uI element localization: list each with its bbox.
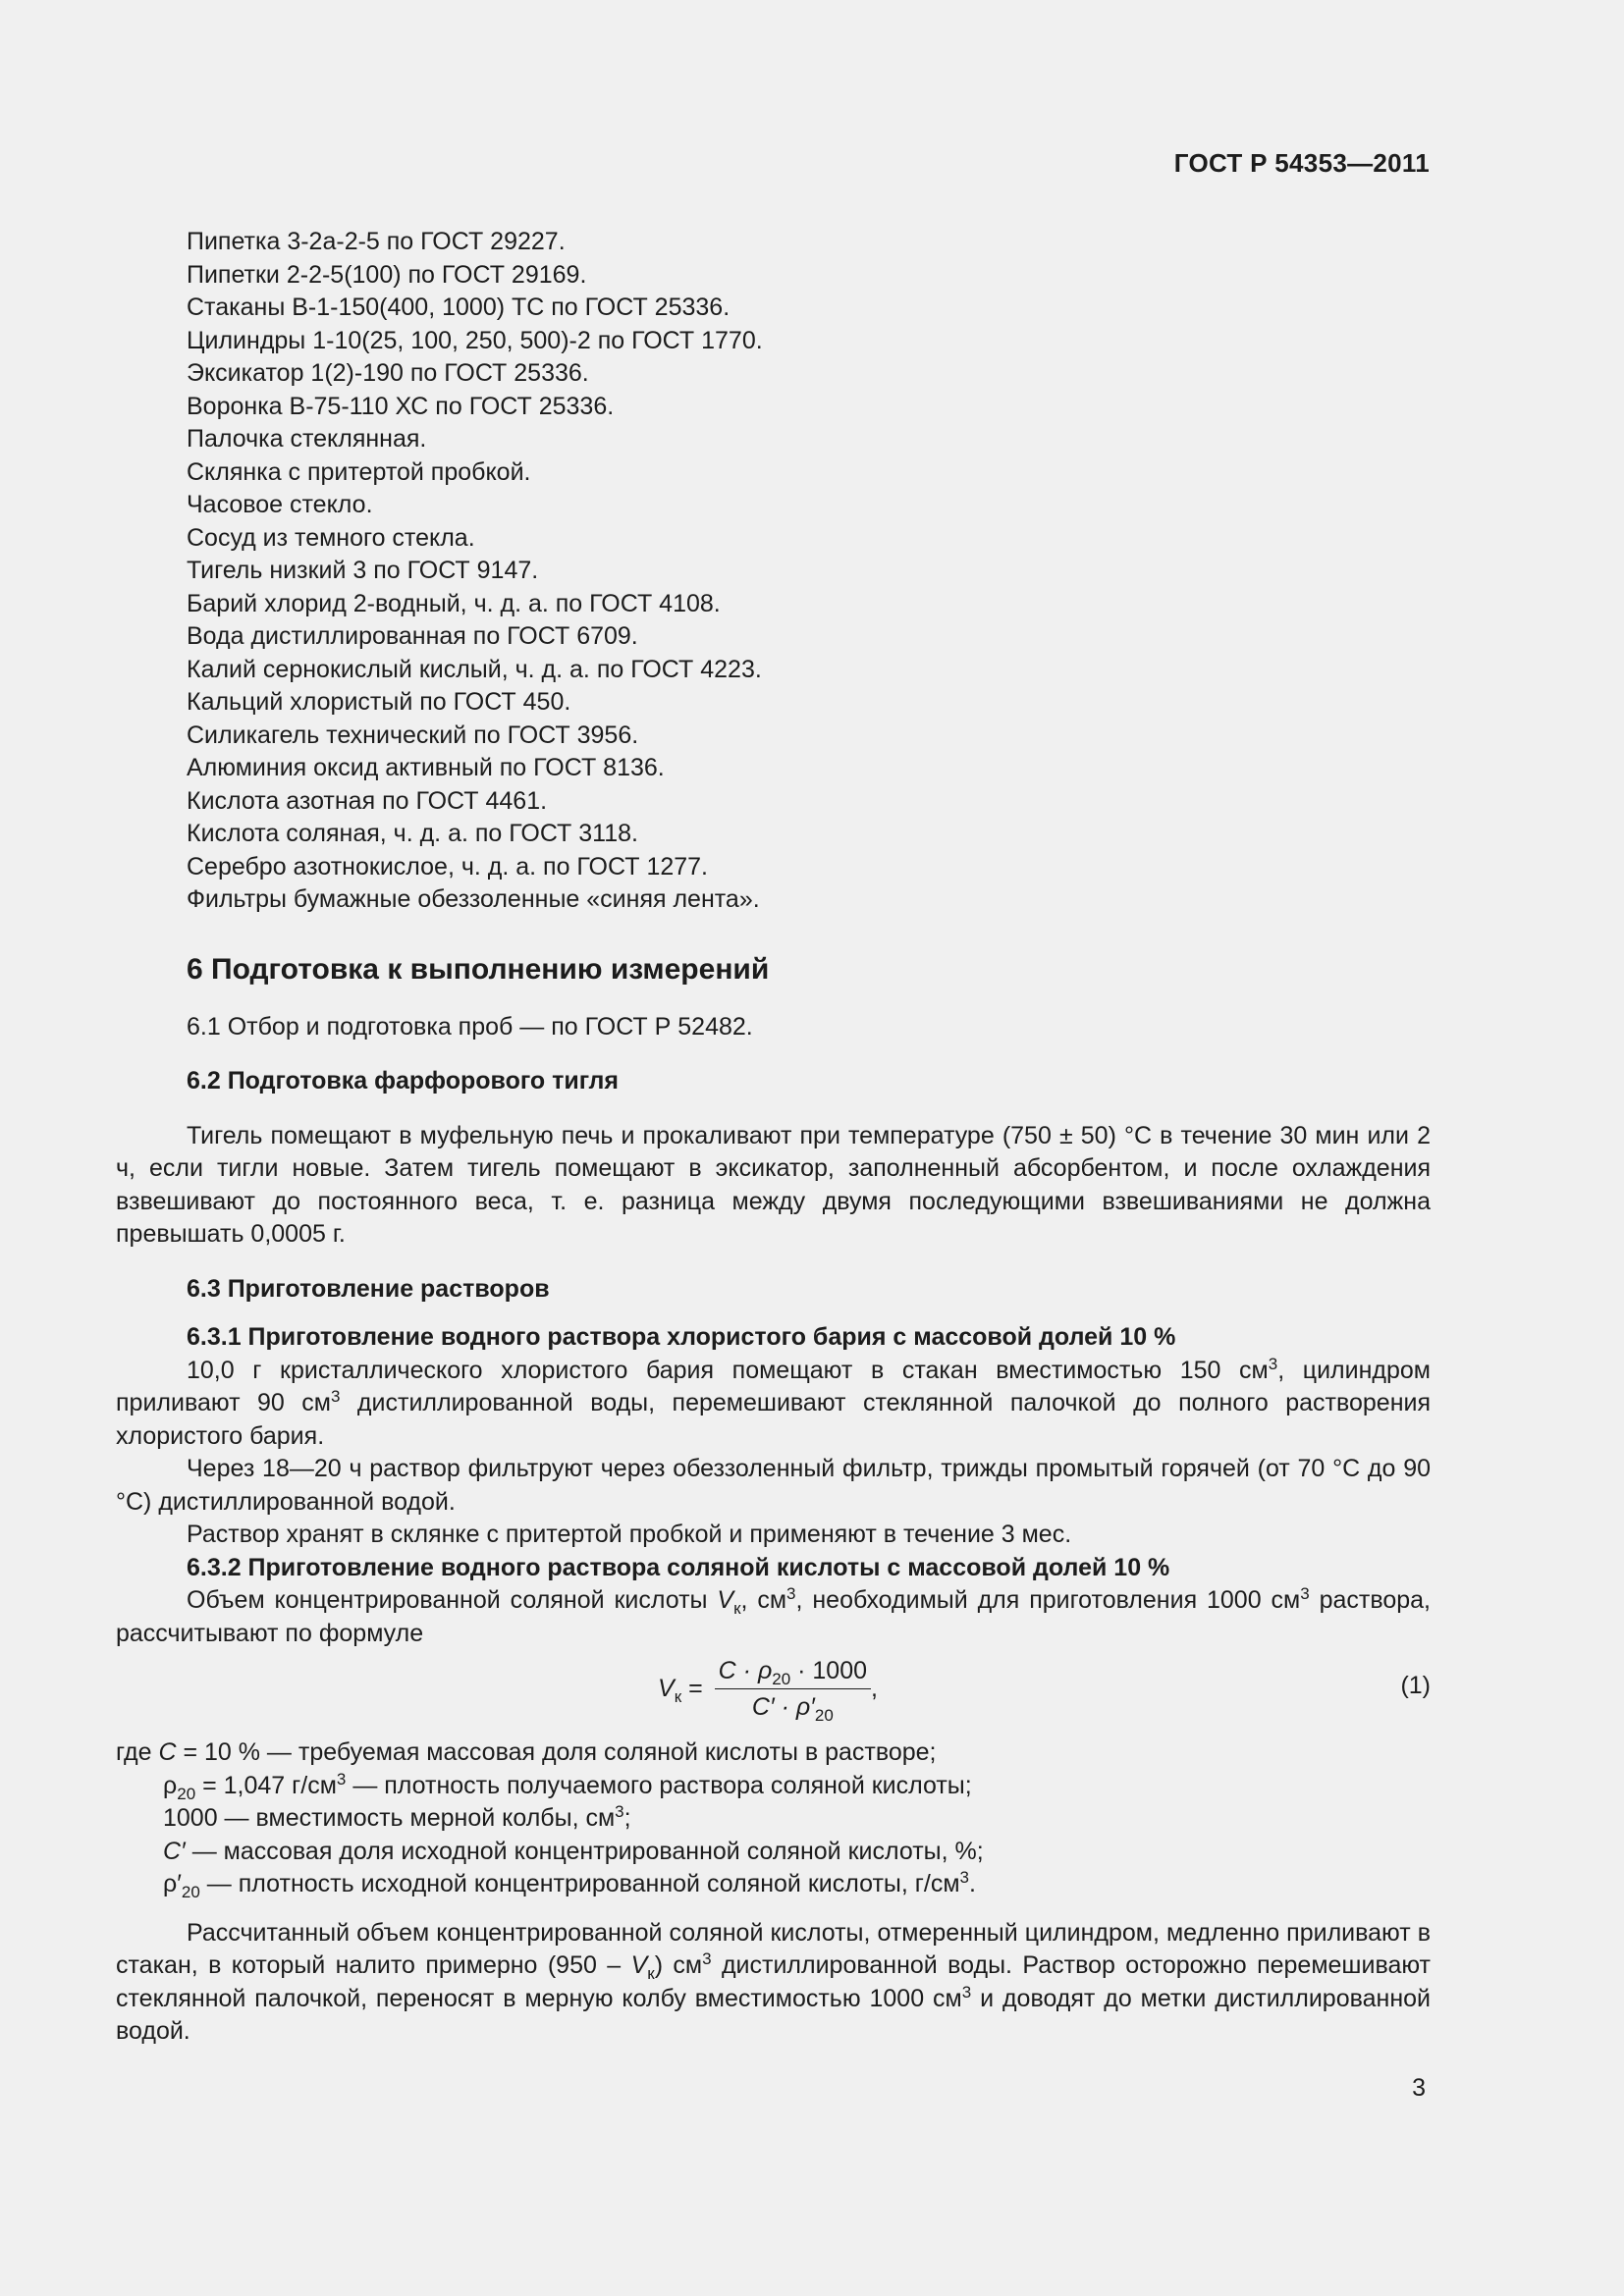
formula-lhs: $V_к$ = bbox=[658, 1674, 703, 1706]
paragraph-6-1: 6.1 Отбор и подготовка проб — по ГОСТ Р 52482. bbox=[187, 1012, 753, 1041]
legend-item-c-prime: С′ — массовая доля исходной концентрированной соляной кислоты, %; bbox=[163, 1837, 984, 1865]
document-code: ГОСТ Р 54353—2011 bbox=[1173, 148, 1430, 178]
legend-item-1000: 1000 — вместимость мерной колбы, $см^3$; bbox=[163, 1802, 631, 1832]
list-item: Кальций хлористый по ГОСТ 450. bbox=[187, 688, 571, 716]
list-item: Кислота соляная, ч. д. а. по ГОСТ 3118. bbox=[187, 820, 638, 847]
heading-6-3: 6.3 Приготовление растворов bbox=[187, 1274, 550, 1303]
legend-item-rho20-prime: $\rho'_{20}$ — плотность исходной концентрированной соляной кислоты, $г/см^3$. bbox=[163, 1868, 976, 1901]
heading-6-3-1: 6.3.1 Приготовление водного раствора хлористого бария с массовой долей 10 % bbox=[187, 1323, 1176, 1351]
formula-expression bbox=[658, 1656, 878, 1725]
list-item: Вода дистиллированная по ГОСТ 6709. bbox=[187, 622, 638, 650]
list-item: Склянка с притертой пробкой. bbox=[187, 457, 531, 486]
section-6-heading: 6 Подготовка к выполнению измерений bbox=[187, 952, 770, 986]
list-item: Часовое стекло. bbox=[187, 491, 373, 518]
list-item: Калий сернокислый кислый, ч. д. а. по ГОСТ 4223. bbox=[187, 655, 762, 683]
formula-denominator: $C' \cdot \rho'_{20}$ bbox=[751, 1693, 834, 1725]
list-item: Алюминия оксид активный по ГОСТ 8136. bbox=[187, 754, 665, 781]
list-item: Фильтры бумажные обеззоленные «синяя лента». bbox=[187, 885, 760, 913]
list-item: Пипетки 2-2-5(100) по ГОСТ 29169. bbox=[187, 260, 587, 289]
formula-legend bbox=[116, 1736, 1431, 1901]
list-item: Цилиндры 1-10(25, 100, 250, 500)-2 по ГОСТ 1770. bbox=[187, 326, 763, 354]
list-item: Стаканы В-1-150(400, 1000) ТС по ГОСТ 25336. bbox=[187, 294, 731, 321]
legend-item-c: где С = 10 % — требуемая массовая доля соляной кислоты в растворе; bbox=[116, 1738, 937, 1766]
list-item: Серебро азотнокислое, ч. д. а. по ГОСТ 1277. bbox=[187, 852, 709, 881]
paragraph-6-2: Тигель помещают в муфельную печь и прокаливают при температуре (750 ± 50) °С в течение 30 мин или 2 ч, если тигли новые. Затем тигель помещают в эксикатор, заполненный абсорбентом, и после охлаждения взвешивают до постоянного веса, т. е. разница между двумя последующими взвешиваниями не должна превышать 0,0005 г. bbox=[116, 1121, 1431, 1248]
equipment-list bbox=[116, 226, 1431, 917]
legend-item-rho20: $\rho_{20} = 1,047$ $г/см^3$ — плотность получаемого раствора соляной кислоты; bbox=[163, 1769, 972, 1803]
list-item: Тигель низкий 3 по ГОСТ 9147. bbox=[187, 557, 539, 584]
list-item: Палочка стеклянная. bbox=[187, 425, 427, 453]
heading-6-3-2: 6.3.2 Приготовление водного раствора соляной кислоты с массовой долей 10 % bbox=[187, 1553, 1170, 1581]
list-item: Воронка В-75-110 ХС по ГОСТ 25336. bbox=[187, 392, 615, 420]
paragraph-6-3-2-a: Объем концентрированной соляной кислоты $V_к$, $см^3$, необходимый для приготовления 1000 $см^3$ раствора, рассчитывают по формуле bbox=[116, 1584, 1431, 1647]
page-number: 3 bbox=[1412, 2074, 1426, 2102]
list-item: Сосуд из темного стекла. bbox=[187, 523, 475, 552]
list-item: Эксикатор 1(2)-190 по ГОСТ 25336. bbox=[187, 359, 589, 387]
formula-number: (1) bbox=[1400, 1672, 1431, 1699]
formula-1 bbox=[116, 1652, 1431, 1729]
list-item: Барий хлорид 2-водный, ч. д. а. по ГОСТ 4108. bbox=[187, 589, 721, 617]
list-item: Пипетка 3-2а-2-5 по ГОСТ 29227. bbox=[187, 228, 566, 255]
paragraph-6-3-1-a: 10,0 г кристаллического хлористого бария помещают в стакан вместимостью 150 $см^3$, цилиндром приливают 90 $см^3$ дистиллированной воды, перемешивают стеклянной палочкой до полного растворения хлористого бария. bbox=[116, 1354, 1431, 1450]
formula-numerator: $C \cdot \rho_{20} \cdot 1000$ bbox=[715, 1656, 871, 1689]
formula-fraction bbox=[715, 1656, 871, 1725]
paragraph-final: Рассчитанный объем концентрированной соляной кислоты, отмеренный цилиндром, медленно приливают в стакан, в который налито примерно $(950 - V_к)$ $см^3$ дистиллированной воды. Раствор осторожно перемешивают стеклянной палочкой, переносят в мерную колбу вместимостью 1000 $см^3$ и доводят до метки дистиллированной водой. bbox=[116, 1918, 1431, 2045]
paragraph-6-3-1-c: Раствор хранят в склянке с притертой пробкой и применяют в течение 3 мес. bbox=[187, 1521, 1072, 1548]
list-item: Кислота азотная по ГОСТ 4461. bbox=[187, 786, 548, 815]
heading-6-2: 6.2 Подготовка фарфорового тигля bbox=[187, 1067, 620, 1095]
formula-tail: , bbox=[871, 1674, 878, 1702]
paragraph-6-3-1-b: Через 18—20 ч раствор фильтруют через обеззоленный фильтр, трижды промытый горячей (от 70 °С до 90 °С) дистиллированной водой. bbox=[116, 1455, 1431, 1516]
page-content bbox=[116, 226, 1431, 2049]
list-item: Силикагель технический по ГОСТ 3956. bbox=[187, 721, 639, 749]
